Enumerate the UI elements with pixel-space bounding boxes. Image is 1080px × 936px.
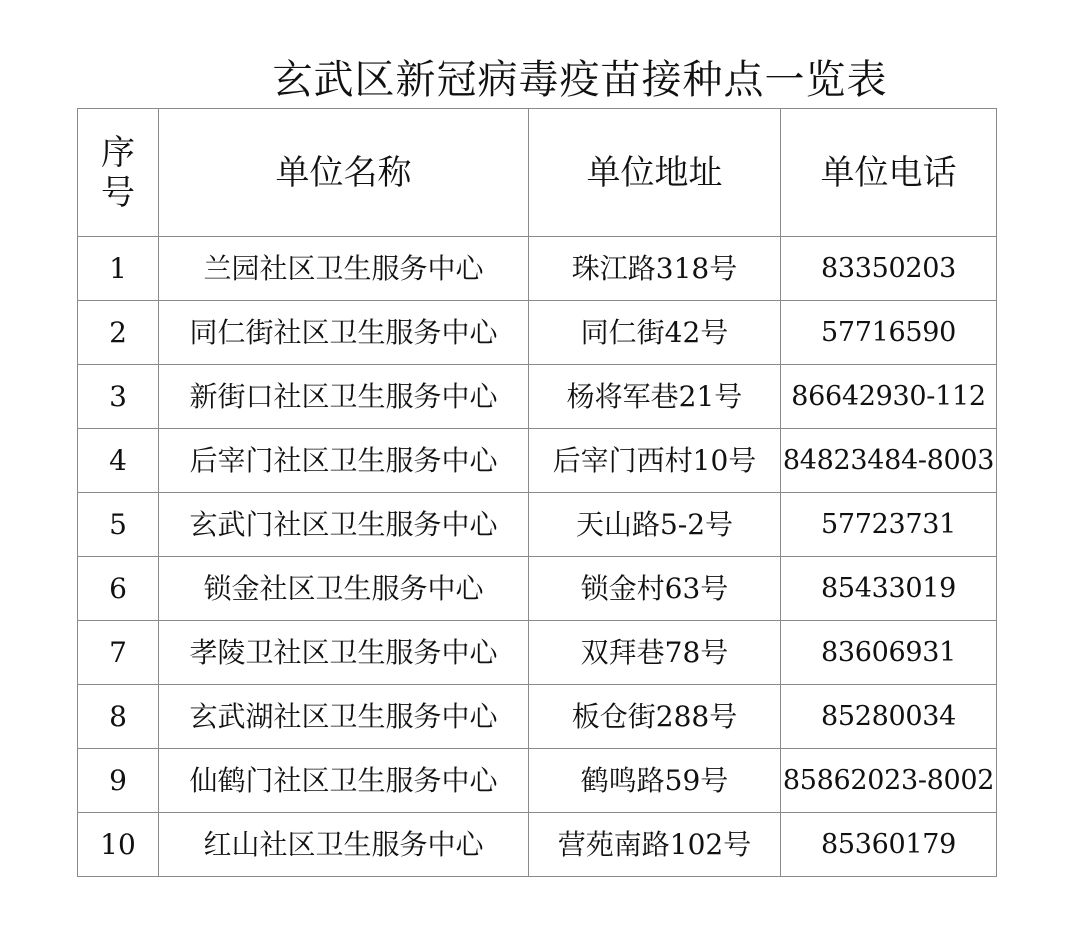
table-row (78, 429, 997, 493)
unit-address: 后宰门西村10号 (529, 429, 781, 493)
unit-phone: 83606931 (781, 621, 997, 685)
unit-address: 同仁街42号 (529, 301, 781, 365)
unit-name: 新街口社区卫生服务中心 (159, 365, 529, 429)
unit-name: 红山社区卫生服务中心 (159, 813, 529, 877)
unit-name: 后宰门社区卫生服务中心 (159, 429, 529, 493)
header-number (78, 109, 159, 237)
unit-phone: 86642930-112 (781, 365, 997, 429)
unit-name: 仙鹤门社区卫生服务中心 (159, 749, 529, 813)
unit-name: 锁金社区卫生服务中心 (159, 557, 529, 621)
row-number: 2 (78, 301, 159, 365)
vaccination-sites-table (77, 108, 997, 877)
unit-phone: 83350203 (781, 237, 997, 301)
unit-phone: 84823484-8003 (781, 429, 997, 493)
table-row (78, 749, 997, 813)
unit-name: 玄武门社区卫生服务中心 (159, 493, 529, 557)
table-row (78, 365, 997, 429)
unit-address: 珠江路318号 (529, 237, 781, 301)
row-number: 10 (78, 813, 159, 877)
unit-name: 孝陵卫社区卫生服务中心 (159, 621, 529, 685)
table-header-row (78, 109, 997, 237)
table-row (78, 813, 997, 877)
unit-address: 板仓街288号 (529, 685, 781, 749)
row-number: 8 (78, 685, 159, 749)
table-row (78, 237, 997, 301)
unit-phone: 85280034 (781, 685, 997, 749)
row-number: 9 (78, 749, 159, 813)
table-row (78, 301, 997, 365)
row-number: 7 (78, 621, 159, 685)
row-number: 4 (78, 429, 159, 493)
table-row (78, 621, 997, 685)
document-title: 玄武区新冠病毒疫苗接种点一览表 (272, 57, 888, 103)
unit-address: 双拜巷78号 (529, 621, 781, 685)
unit-name: 同仁街社区卫生服务中心 (159, 301, 529, 365)
unit-address: 营苑南路102号 (529, 813, 781, 877)
unit-address: 锁金村63号 (529, 557, 781, 621)
unit-phone: 85433019 (781, 557, 997, 621)
header-unit-name: 单位名称 (159, 109, 529, 237)
header-unit-phone: 单位电话 (781, 109, 997, 237)
unit-phone: 57716590 (781, 301, 997, 365)
header-unit-address: 单位地址 (529, 109, 781, 237)
row-number: 1 (78, 237, 159, 301)
unit-address: 杨将军巷21号 (529, 365, 781, 429)
unit-name: 兰园社区卫生服务中心 (159, 237, 529, 301)
table-row (78, 557, 997, 621)
unit-address: 天山路5-2号 (529, 493, 781, 557)
header-number-line2: 号 (101, 172, 135, 213)
unit-name: 玄武湖社区卫生服务中心 (159, 685, 529, 749)
row-number: 6 (78, 557, 159, 621)
header-number-line1: 序 (101, 132, 135, 173)
unit-phone: 85862023-8002 (781, 749, 997, 813)
table-row (78, 493, 997, 557)
row-number: 5 (78, 493, 159, 557)
table-row (78, 685, 997, 749)
unit-phone: 85360179 (781, 813, 997, 877)
row-number: 3 (78, 365, 159, 429)
unit-address: 鹤鸣路59号 (529, 749, 781, 813)
unit-phone: 57723731 (781, 493, 997, 557)
